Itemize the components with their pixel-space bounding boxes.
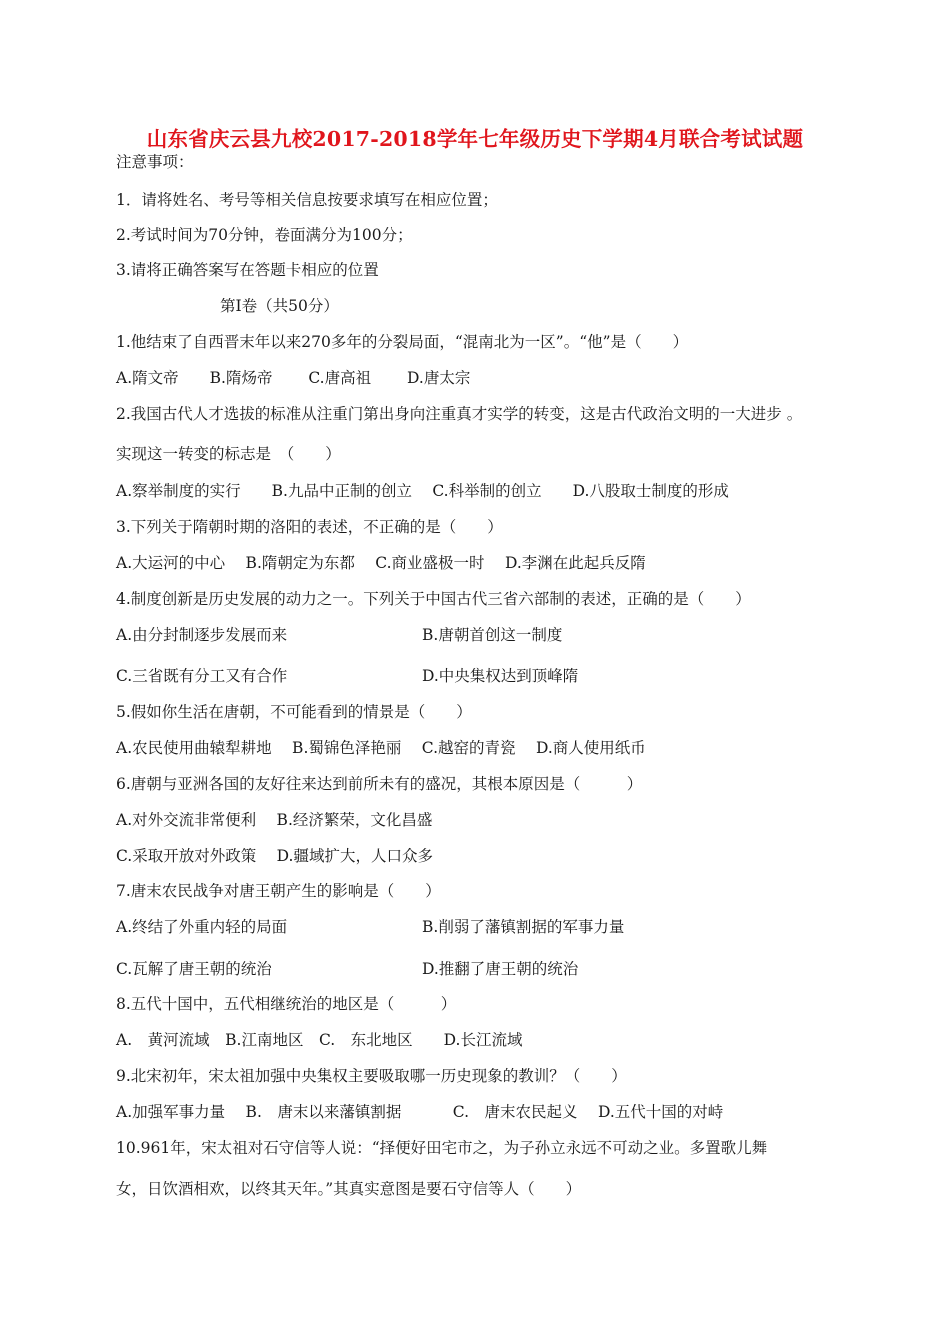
- question-4-option-b: B.唐朝首创这一制度: [422, 626, 563, 644]
- question-6-options: A.对外交流非常便利 B.经济繁荣，文化昌盛: [116, 811, 433, 829]
- question-7-option-c: C.瓦解了唐王朝的统治: [116, 960, 272, 978]
- question-7-stem: 7.唐末农民战争对唐王朝产生的影响是（ ）: [116, 882, 441, 900]
- notice-item-3: 3.请将正确答案写在答题卡相应的位置: [116, 261, 379, 279]
- question-3-options: A.大运河的中心 B.隋朝定为东都 C.商业盛极一时 D.李渊在此起兵反隋: [116, 554, 646, 572]
- exam-title: 山东省庆云县九校2017-2018学年七年级历史下学期4月联合考试试题: [146, 127, 804, 151]
- question-7-option-d: D.推翻了唐王朝的统治: [422, 960, 579, 978]
- question-9-options: A.加强军事力量 B. 唐末以来藩镇割据 C. 唐末农民起义 D.五代十国的对峙: [116, 1103, 724, 1121]
- question-1-options: A.隋文帝 B.隋炀帝 C.唐高祖 D.唐太宗: [116, 369, 471, 387]
- notice-heading: 注意事项：: [116, 153, 194, 171]
- question-4-option-c: C.三省既有分工又有合作: [116, 667, 288, 685]
- notice-item-1: 1．请将姓名、考号等相关信息按要求填写在相应位置；: [116, 191, 498, 209]
- section-heading: 第Ⅰ卷（共50分）: [220, 297, 339, 315]
- question-4-option-a: A.由分封制逐步发展而来: [116, 626, 288, 644]
- question-10-stem-cont: 女，日饮酒相欢，以终其天年。”其真实意图是要石守信等人（ ）: [116, 1180, 582, 1198]
- question-8-options: A. 黄河流域 B.江南地区 C. 东北地区 D.长江流域: [116, 1031, 523, 1049]
- question-7-option-a: A.终结了外重内轻的局面: [116, 918, 288, 936]
- question-1-stem: 1.他结束了自西晋末年以来270多年的分裂局面，“混南北为一区”。“他”是（ ）: [116, 333, 689, 351]
- question-10-stem: 10.961年，宋太祖对石守信等人说：“择便好田宅市之，为子孙立永远不可动之业。多置歌儿舞: [116, 1139, 768, 1157]
- question-2-options: A.察举制度的实行 B.九品中正制的创立 C.科举制的创立 D.八股取士制度的形成: [116, 482, 729, 500]
- question-6-options-cont: C.采取开放对外政策 D.疆域扩大，人口众多: [116, 847, 433, 865]
- question-2-stem-cont: 实现这一转变的标志是 （ ）: [116, 445, 341, 463]
- question-8-stem: 8.五代十国中，五代相继统治的地区是（ ）: [116, 995, 457, 1013]
- question-5-stem: 5.假如你生活在唐朝，不可能看到的情景是（ ）: [116, 703, 472, 721]
- question-7-option-b: B.削弱了藩镇割据的军事力量: [422, 918, 625, 936]
- question-4-option-d: D.中央集权达到顶峰隋: [422, 667, 579, 685]
- question-5-options: A.农民使用曲辕犁耕地 B.蜀锦色泽艳丽 C.越窑的青瓷 D.商人使用纸币: [116, 739, 646, 757]
- question-9-stem: 9.北宋初年，宋太祖加强中央集权主要吸取哪一历史现象的教训？（ ）: [116, 1067, 627, 1085]
- question-2-stem: 2.我国古代人才选拔的标准从注重门第出身向注重真才实学的转变，这是古代政治文明的一大进步 。: [116, 405, 803, 423]
- question-4-stem: 4.制度创新是历史发展的动力之一。下列关于中国古代三省六部制的表述，正确的是（ ）: [116, 590, 751, 608]
- notice-item-2: 2.考试时间为70分钟，卷面满分为100分；: [116, 226, 413, 244]
- question-6-stem: 6.唐朝与亚洲各国的友好往来达到前所未有的盛况，其根本原因是（ ）: [116, 775, 643, 793]
- question-3-stem: 3.下列关于隋朝时期的洛阳的表述，不正确的是（ ）: [116, 518, 503, 536]
